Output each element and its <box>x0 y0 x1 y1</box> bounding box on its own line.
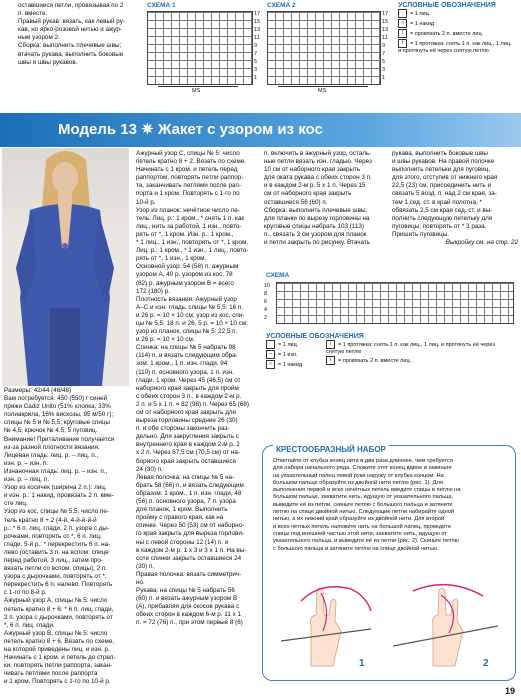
text-line: обеих сторон в каждом 6-м р. 11 х 1 <box>136 611 241 619</box>
legend-top-title: УСЛОВНЫЕ ОБОЗНАЧЕНИЯ <box>398 2 496 9</box>
text-line: 10 см от наборного края закрыть <box>264 166 361 174</box>
text-line: рять от *, 1 изн., 1 кром. <box>136 255 207 263</box>
text-line: Внимание! Приталивание получается <box>4 435 115 443</box>
cast-on-box <box>262 445 516 681</box>
text-line: Правый рукав: вязать, как левый ру- <box>18 18 125 26</box>
text-line: рукава, выполнить боковые швы <box>392 150 488 157</box>
text-line: п. и обе стороны закончить раз- <box>136 425 230 433</box>
text-line: оставшиеся петли, провязывая по 2 <box>18 2 124 9</box>
text-line: Лицевая гладь: лиц. р. – лиц. п., <box>4 451 99 459</box>
text-line: для планок, 1 кром. Выполнить <box>136 506 228 514</box>
text-line: и 26 р. = 10 × 10 см; узор из кос, спи- <box>136 311 245 319</box>
knit-symbol-icon <box>266 340 275 349</box>
text-line: Изнаночная гладь: лиц. р. – изн. п., <box>4 467 108 475</box>
text-line: п. = 72 (76) п., при этом первые 8 (6) <box>136 619 243 627</box>
text-line: Спинка: на спицы № 5 набрать 98 <box>136 344 236 352</box>
text-line: А–С и изн. гладь, спицы № 5,5: 16 п. <box>136 303 244 311</box>
text-line: (А), прибавляя для скосов рукава с <box>136 603 240 611</box>
text-line: связать 5 возд. п. над 2 см края, за- <box>392 190 497 198</box>
schema3-label: СХЕМА <box>266 272 290 279</box>
legend-item: \ = 1 протяжка: снять 1 п. как лиц., 1 лиц. и протянуть её через снятую петлю <box>326 341 495 355</box>
skpo-symbol-icon: \ <box>326 340 335 349</box>
text-line: выполнить петельки для пуговиц, <box>392 166 490 174</box>
yarn-over-symbol-icon: ○ <box>266 360 275 369</box>
text-line: для оката рукава с обеих сторон 3 п. <box>264 174 372 182</box>
text-line: полнить следующую петельку для <box>392 214 493 222</box>
text-line: лиц., нить за работой, 1 изн., повто- <box>136 222 242 230</box>
text-line: тем 1 сед. ст. в край полотна, * <box>392 198 482 206</box>
text-line: Пришить пуговицы. <box>392 230 449 238</box>
text-line: ны с левой стороны 12 (14) п. и <box>136 538 229 546</box>
text-line: Узор из косичек (ширина 2 п.): лиц. <box>4 484 107 492</box>
column-1 <box>4 387 132 686</box>
text-line: с 1-го по 8-й р. <box>4 589 47 597</box>
schema1-ms-label: MS <box>192 88 201 94</box>
text-line: Начинать с 1 кром. и петель до стрел- <box>4 654 116 662</box>
text-line: п. вместе. <box>18 10 48 18</box>
schema2-label: СХЕМА 2 <box>267 2 296 9</box>
text-line: и 1 кром. Повторять с 1-го по 10-й р. <box>4 678 111 686</box>
text-line: брать 58 (66) п. и вязать следующим <box>136 481 244 489</box>
text-line: 22,5 (23) см, присоединить нить и <box>392 182 491 190</box>
schema3-grid <box>276 282 514 324</box>
cast-on-figure-2 <box>393 571 503 671</box>
text-line: рять от *, 1 кром. Изн. р.: 1 кром., <box>136 230 234 238</box>
schema2-ms-label: MS <box>318 88 327 94</box>
schema2-row-numbers: 17 15 13 11 9 7 5 3 1 <box>382 11 389 81</box>
text-line: и изн. р.: 1 накид, провязать 2 п. вме- <box>4 492 114 500</box>
text-line: пуговицы, повторять от * 3 раза. <box>392 222 487 230</box>
text-line: чивать петлями после раппорта <box>4 670 98 678</box>
text-line: втачать рукава, выполнить боковые <box>18 50 124 58</box>
text-line: наборного края закрыть для пройм <box>136 384 239 392</box>
column-2 <box>136 150 260 628</box>
text-line: и 26 р. = 10 × 10 см. <box>136 336 195 344</box>
text-line: глади. 5-й р.: * перекрестить 6 п. на- <box>4 540 111 548</box>
text-line: кав, но ярко-розовой нитью и ажур- <box>18 26 122 34</box>
purl-symbol-icon: – <box>266 350 275 359</box>
text-line: для этого, отступив от нижнего края <box>392 174 498 182</box>
legend-bottom-title: УСЛОВНЫЕ ОБОЗНАЧЕНИЯ <box>266 333 364 340</box>
text-line: петель кратно 8 + 6. Вязать по схеме, <box>4 637 115 645</box>
text-line: (60) п. и вязать ажурным узором В <box>136 595 238 603</box>
text-line: для планки по вырезу горловины на <box>264 214 370 222</box>
text-line: см от наборного края закрыть <box>264 190 352 198</box>
column-4 <box>392 150 518 247</box>
text-line: выреза горловины средние 26 (30) <box>136 417 238 425</box>
legend-item: ○ = 1 накид <box>398 19 516 29</box>
text-line: лево (оставить 3 п. на вспом. спице <box>4 548 109 556</box>
text-line: Плотность вязания. Ажурный узор <box>136 295 237 303</box>
text-line: № 4,5; крючок № 4,5; 5 пуговиц. <box>4 427 98 435</box>
text-line: Ажурный узор А, спицы № 5: число <box>4 597 108 605</box>
text-line: х 2 п. Через 67,5 см (70,5 см) от на- <box>136 449 240 457</box>
text-line: швы и швы рукавов. <box>18 58 78 66</box>
text-line: полиакрила, 16% вискозы, 95 м/50 г); <box>4 411 114 419</box>
schema3-row-numbers: 10 8 6 4 2 <box>264 283 271 321</box>
text-line: из-за разной плотности вязания. <box>4 443 100 451</box>
model-title-bar <box>0 113 521 147</box>
text-line: тель. Лиц. р.: 1 кром., * снять 1 п. как <box>136 214 245 222</box>
text-line: Размеры: 42/44 (46/48) <box>4 387 72 394</box>
text-line: пряжи Cadiz Unito (51% хлопка, 33% <box>4 403 111 411</box>
text-line: борного края закрыть оставшиеся <box>136 457 236 465</box>
pattern-reference: Выкройку см. на стр. 22 <box>445 239 518 247</box>
text-line: Узор из кос, спицы № 5,5: число пе- <box>4 508 110 516</box>
cast-on-figure-1 <box>271 571 381 671</box>
text-line: тель кратно 8 + 2 (4-й, 4-й-й-й-й <box>4 516 97 524</box>
text-line: 172 (180) р. <box>136 287 170 295</box>
skpo-symbol-icon: \ <box>398 39 407 48</box>
text-line: и в каждом 2-м р. 5 х 1 п. Через 15 <box>264 182 366 190</box>
text-line: Начинать с 1 кром. и петель перед <box>136 166 238 174</box>
text-line: порта и 1 кром. Повторять с 1-го по <box>136 190 240 198</box>
legend-bottom <box>266 333 516 370</box>
text-line: спицы № 5 и № 5,5; круговые спицы <box>4 419 111 427</box>
text-line: (110) п. основного узора, 1 п. изн. <box>136 368 235 376</box>
text-line: *, 6 п. лиц. глади. <box>4 621 55 629</box>
text-line: ки, повторять петли раппорта, закан- <box>4 662 113 670</box>
text-line: п., связать 3 см узором для планок <box>264 230 367 238</box>
page-number: 19 <box>504 686 515 696</box>
model-title: Модель 13 ✷ Жакет с узором из кос <box>58 121 323 138</box>
text-line: Рукава: на спицы № 5 набрать 56 <box>136 587 235 595</box>
text-line: петель кратно 8 + 6: * 6 п. лиц. глади, <box>4 605 114 613</box>
cast-on-text: Отмотайте от клубка конец нити в два раза длиннее, чем требуется для набора начального ряда. Сложите этот конец вдвое и накиньте на указательный палец левой руки наружу от клубка концом. На большом пальце образуйте из двойной нити петлю (рис. 1). Для выполнения первой и всех нечётных петель введите спицы в петлю на большом пальце, захватите нить, идущую от указательного пальца, выведите её из петли, скиньте петлю с большого пальца и затяните петлю на спице двойной нитью. Следующие петли набирайте одной нитью, а их нижний край образуйте из двойной нити. Для второй и всех чётных петель наложите нить на большой палец, проведите спицы под внешней частью этой нити, захватите нить, идущую от указательного пальца, и выведите её из петли (рис. 2). Скиньте петлю с большого пальца и затяните петлю на спице двойной нитью. <box>273 458 461 552</box>
text-line: Узор из планок: нечётное число пе- <box>136 206 240 214</box>
text-line: та, заканчивать петлями после рап- <box>136 182 242 190</box>
text-line: го края закрыть для выреза горлови- <box>136 530 244 538</box>
text-line: петель кратно 8 + 2. Вязать по схеме. <box>136 158 247 166</box>
text-line: узора с дырочками, повторять от *, <box>4 573 107 581</box>
yarn-over-symbol-icon: ○ <box>398 19 407 28</box>
text-line: узором А, 40 р. узором из кос, 78 <box>136 271 233 279</box>
legend-item: – = 1 изн. <box>266 350 326 360</box>
schema2-grid <box>267 11 381 85</box>
model-photo-illustration <box>2 148 129 386</box>
text-line: с обеих сторон 3 п., в каждом 2-м р. <box>136 392 242 400</box>
text-line: оставшиеся 56 (60) п. <box>264 198 328 206</box>
schema1-grid <box>147 11 253 85</box>
text-line: узор из планок, спицы № 5: 22,5 п. <box>136 328 238 336</box>
text-line: и швы рукавов. На правой полочке <box>392 158 495 166</box>
text-line: вязать петли со вспом. спицы), 2 п. <box>4 565 108 573</box>
figure-1-label: 1 <box>359 658 365 669</box>
text-line: пройму с правого края, как на <box>136 514 224 522</box>
legend-item: ○ = 1 накид <box>266 360 326 370</box>
figure-2-label: 2 <box>483 658 489 669</box>
text-line: Ажурный узор С, спицы № 5: число <box>136 150 240 157</box>
text-line: внутреннего края в каждом 2-м р. 2 <box>136 441 240 449</box>
text-line: (56) п. основного узора, 7 п. узора <box>136 498 236 506</box>
text-line: сте лиц. <box>4 500 28 508</box>
legend-top <box>398 2 516 55</box>
text-line: Левая полочка: на спицы № 5 на- <box>136 473 235 481</box>
text-line: ным узором 2. <box>18 34 60 42</box>
k2tog-symbol-icon: / <box>326 356 335 365</box>
text-line: изн. р. – изн. п. <box>4 459 49 467</box>
text-line: обвязать 2,5 см края сед. ст. и вы- <box>392 206 493 214</box>
text-line: но. <box>136 578 145 586</box>
text-line: изн. р. – лиц. п. <box>4 476 50 484</box>
cast-on-title: КРЕСТООБРАЗНЫЙ НАБОР <box>273 445 389 454</box>
text-line: см от наборного края закрыть для <box>136 409 236 416</box>
text-line: образом: 1 кром., 1 п. изн. глади, 48 <box>136 489 242 497</box>
legend-item: / = провязать 2 п. вместе лиц. <box>326 356 514 366</box>
text-line: р.: * 6 п. лиц. глади, 2 п. узора с ды- <box>4 524 110 532</box>
text-line: дельно. Для закругления закрыть с <box>136 433 239 441</box>
text-line: (82) р. ажурным узором В = всего <box>136 279 234 287</box>
text-line: спинке. Через 50 (53) см от наборно- <box>136 522 245 530</box>
schema1-label: СХЕМА 1 <box>147 2 176 9</box>
text-line: сотe спинки закрыть оставшиеся 24 <box>136 554 242 562</box>
text-line: Ажурный узор В, спицы № 5: число <box>4 629 108 637</box>
legend-item: \ = 1 протяжка: снять 1 п. как лиц., 1 лиц. и протянуть её через снятую петлю <box>398 39 512 54</box>
column-3 <box>264 150 388 247</box>
legend-item: = 1 лиц. <box>266 340 326 350</box>
text-line: перекрестить 6 п. налево. Повторять <box>4 581 113 589</box>
text-line: Сборка: выполнить плечевые швы; <box>18 42 122 50</box>
text-line: Правая полочка: вязать симметрич- <box>136 570 242 578</box>
text-line: * 1 лиц., 1 изн., повторять от *, 1 кром. <box>136 239 249 247</box>
text-line: раппортом, повторять петли раппор- <box>136 174 244 182</box>
schema1-row-numbers: 17 15 13 11 9 7 5 3 1 <box>254 11 261 81</box>
text-line: в каждом 2-м р. 1 х 3 и 3 х 1 п. На вы- <box>136 546 247 554</box>
top-left-text <box>18 2 143 67</box>
text-line: (30) п. <box>136 562 155 570</box>
legend-item: / = провязать 2 п. вместе лиц. <box>398 29 516 39</box>
text-line: Лиц. р.: 1 кром., * 1 изн., 1 лиц., повто- <box>136 247 249 255</box>
text-line: 10-й р. <box>136 198 156 206</box>
text-line: Сборка: выполнить плечевые швы; <box>264 206 368 214</box>
k2tog-symbol-icon: / <box>398 29 407 38</box>
text-line: цы № 5,5: 18 п. и 26, 5 р. = 10 × 10 см; <box>136 319 248 327</box>
text-line: ные петли вязать изн. гладью. Через <box>264 158 372 166</box>
text-line: (114) п. и вязать следующим обра- <box>136 352 238 360</box>
text-line: на которой приведены лиц. и изн. р. <box>4 646 110 653</box>
legend-item: = 1 лиц. <box>398 9 516 19</box>
text-line: п. включить в ажурный узор, осталь- <box>264 150 372 157</box>
text-line: Вам потребуется: 450 (550) г синей <box>4 395 107 403</box>
text-line: 2 п. и 5 х 1 п. = 82 (98) п. Через 65 (68) <box>136 400 249 408</box>
knit-symbol-icon <box>398 9 407 18</box>
text-line: перед работой, 3 лиц., затем про- <box>4 556 103 564</box>
text-line: Основной узор: 54 (58) п. ажурным <box>136 263 239 271</box>
text-line: и петли закрыть по рисунку. Втачать <box>264 239 371 247</box>
text-line: глади, 1 кром. Через 45 (46,5) см от <box>136 376 241 384</box>
text-line: зом: 1 кром., 1 п. изн. глади, 94 <box>136 360 228 368</box>
text-line: 24 (30) п. <box>136 465 163 473</box>
text-line: 2 п. узора с дырочками, повторять от <box>4 613 113 621</box>
text-line: рочками, повторять от *, 6 п. лиц. <box>4 532 102 540</box>
text-line: круговые спицы набрать 103 (113) <box>264 222 364 230</box>
model-photo <box>2 148 129 386</box>
